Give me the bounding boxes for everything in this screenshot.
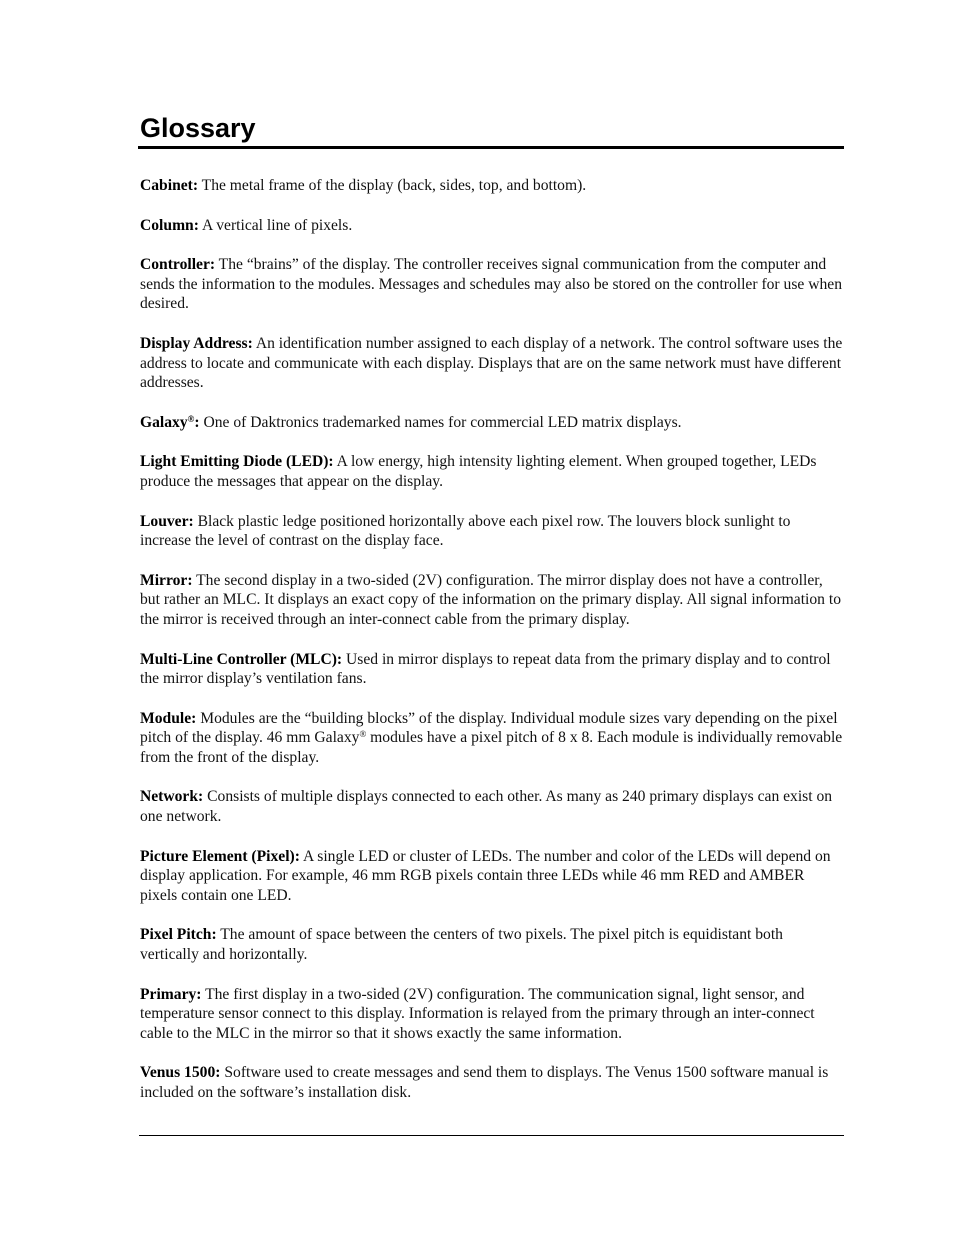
glossary-definition: Black plastic ledge positioned horizontally above each pixel row. The louvers block sunlight to increase the level of contrast on the display face. — [140, 512, 791, 550]
glossary-definition: A single LED or cluster of LEDs. The number and color of the LEDs will depend on display application. For example, 46 mm RGB pixels contain three LEDs while 46 mm RED and AMBER pixels contain one LED. — [140, 847, 831, 904]
glossary-entry-column — [140, 216, 844, 236]
glossary-entry-louver — [140, 512, 844, 551]
glossary-definition: A vertical line of pixels. — [198, 216, 353, 234]
glossary-definition: One of Daktronics trademarked names for commercial LED matrix displays. — [199, 413, 682, 431]
glossary-definition: An identification number assigned to each display of a network. The control software uses the address to locate and communicate with each display. Displays that are on the same network must have different addresses. — [140, 334, 843, 392]
glossary-definition: Modules are the “building blocks” of the display. Individual module sizes vary depending on the pixel pitch of the display. 46 mm Galaxy — [140, 709, 838, 747]
glossary-entry-mlc — [140, 650, 844, 689]
glossary-entry-module — [140, 709, 844, 768]
glossary-term: Column: — [140, 216, 199, 234]
glossary-term: Cabinet: — [140, 177, 199, 194]
glossary-entry-display-address — [140, 334, 844, 393]
title-underline — [138, 146, 844, 149]
glossary-definition: Consists of multiple displays connected to each other. As many as 240 primary displays can exist on one network. — [140, 788, 833, 826]
glossary-definition: The metal frame of the display (back, sides, top, and bottom). — [198, 177, 587, 194]
glossary-term: Module: — [140, 709, 197, 727]
glossary-entry-pixel — [140, 847, 844, 906]
glossary-definition: Software used to create messages and send them to displays. The Venus 1500 software manual is included on the software’s installation disk. — [140, 1064, 829, 1101]
glossary-term: Pixel Pitch: — [140, 926, 217, 944]
glossary-term — [140, 414, 200, 431]
glossary-definition: The “brains” of the display. The controller receives signal communication from the computer and sends the information to the modules. Messages and schedules may also be stored on the controller for use when desired. — [140, 256, 842, 313]
glossary-definition: The amount of space between the centers of two pixels. The pixel pitch is equidistant both vertically and horizontally. — [140, 926, 783, 964]
glossary-entry-mirror — [140, 571, 844, 630]
glossary-term-text: Galaxy — [140, 413, 188, 431]
glossary-definition: A low energy, high intensity lighting element. When grouped together, LEDs produce the messages that appear on the display. — [140, 453, 817, 490]
registered-mark: ® — [359, 729, 367, 740]
registered-mark: ® — [187, 413, 195, 424]
glossary-entry-cabinet — [140, 176, 844, 196]
glossary-entry-pixel-pitch — [140, 925, 844, 964]
glossary-entry-venus-1500 — [140, 1063, 844, 1102]
glossary-list — [140, 176, 844, 1123]
glossary-definition: The second display in a two-sided (2V) configuration. The mirror display does not have a controller, but rather an MLC. It displays an exact copy of the information on the primary display. All signal information to the mirror is received through an inter-connect cable from the primary display. — [140, 571, 841, 628]
glossary-definition: The first display in a two-sided (2V) configuration. The communication signal, light sensor, and temperature sensor connect to this display. Information is relayed from the primary through an inter-connect cable to the MLC in the mirror so that it shows exactly the same information. — [140, 985, 815, 1042]
glossary-term: Picture Element (Pixel): — [140, 847, 300, 865]
glossary-term: Venus 1500: — [140, 1064, 221, 1082]
glossary-entry-led — [140, 452, 844, 491]
glossary-term: Display Address: — [140, 334, 253, 352]
glossary-term: Primary: — [140, 985, 202, 1003]
glossary-term: Network: — [140, 788, 204, 806]
glossary-term-colon: : — [194, 413, 200, 431]
glossary-entry-primary — [140, 985, 844, 1044]
glossary-entry-network — [140, 787, 844, 826]
glossary-term: Mirror: — [140, 571, 193, 589]
footer-rule — [139, 1135, 844, 1136]
glossary-entry-galaxy — [140, 413, 844, 433]
glossary-definition-continued: modules have a pixel pitch of 8 x 8. Each module is individually removable from the front of the display. — [140, 729, 843, 766]
page-title: Glossary — [140, 113, 256, 143]
glossary-definition: Used in mirror displays to repeat data from the primary display and to control the mirror display’s ventilation fans. — [140, 650, 831, 688]
glossary-term: Light Emitting Diode (LED): — [140, 453, 334, 471]
glossary-term: Controller: — [140, 256, 216, 274]
glossary-term: Multi-Line Controller (MLC): — [140, 650, 343, 668]
glossary-entry-controller — [140, 255, 844, 314]
glossary-term: Louver: — [140, 512, 194, 530]
